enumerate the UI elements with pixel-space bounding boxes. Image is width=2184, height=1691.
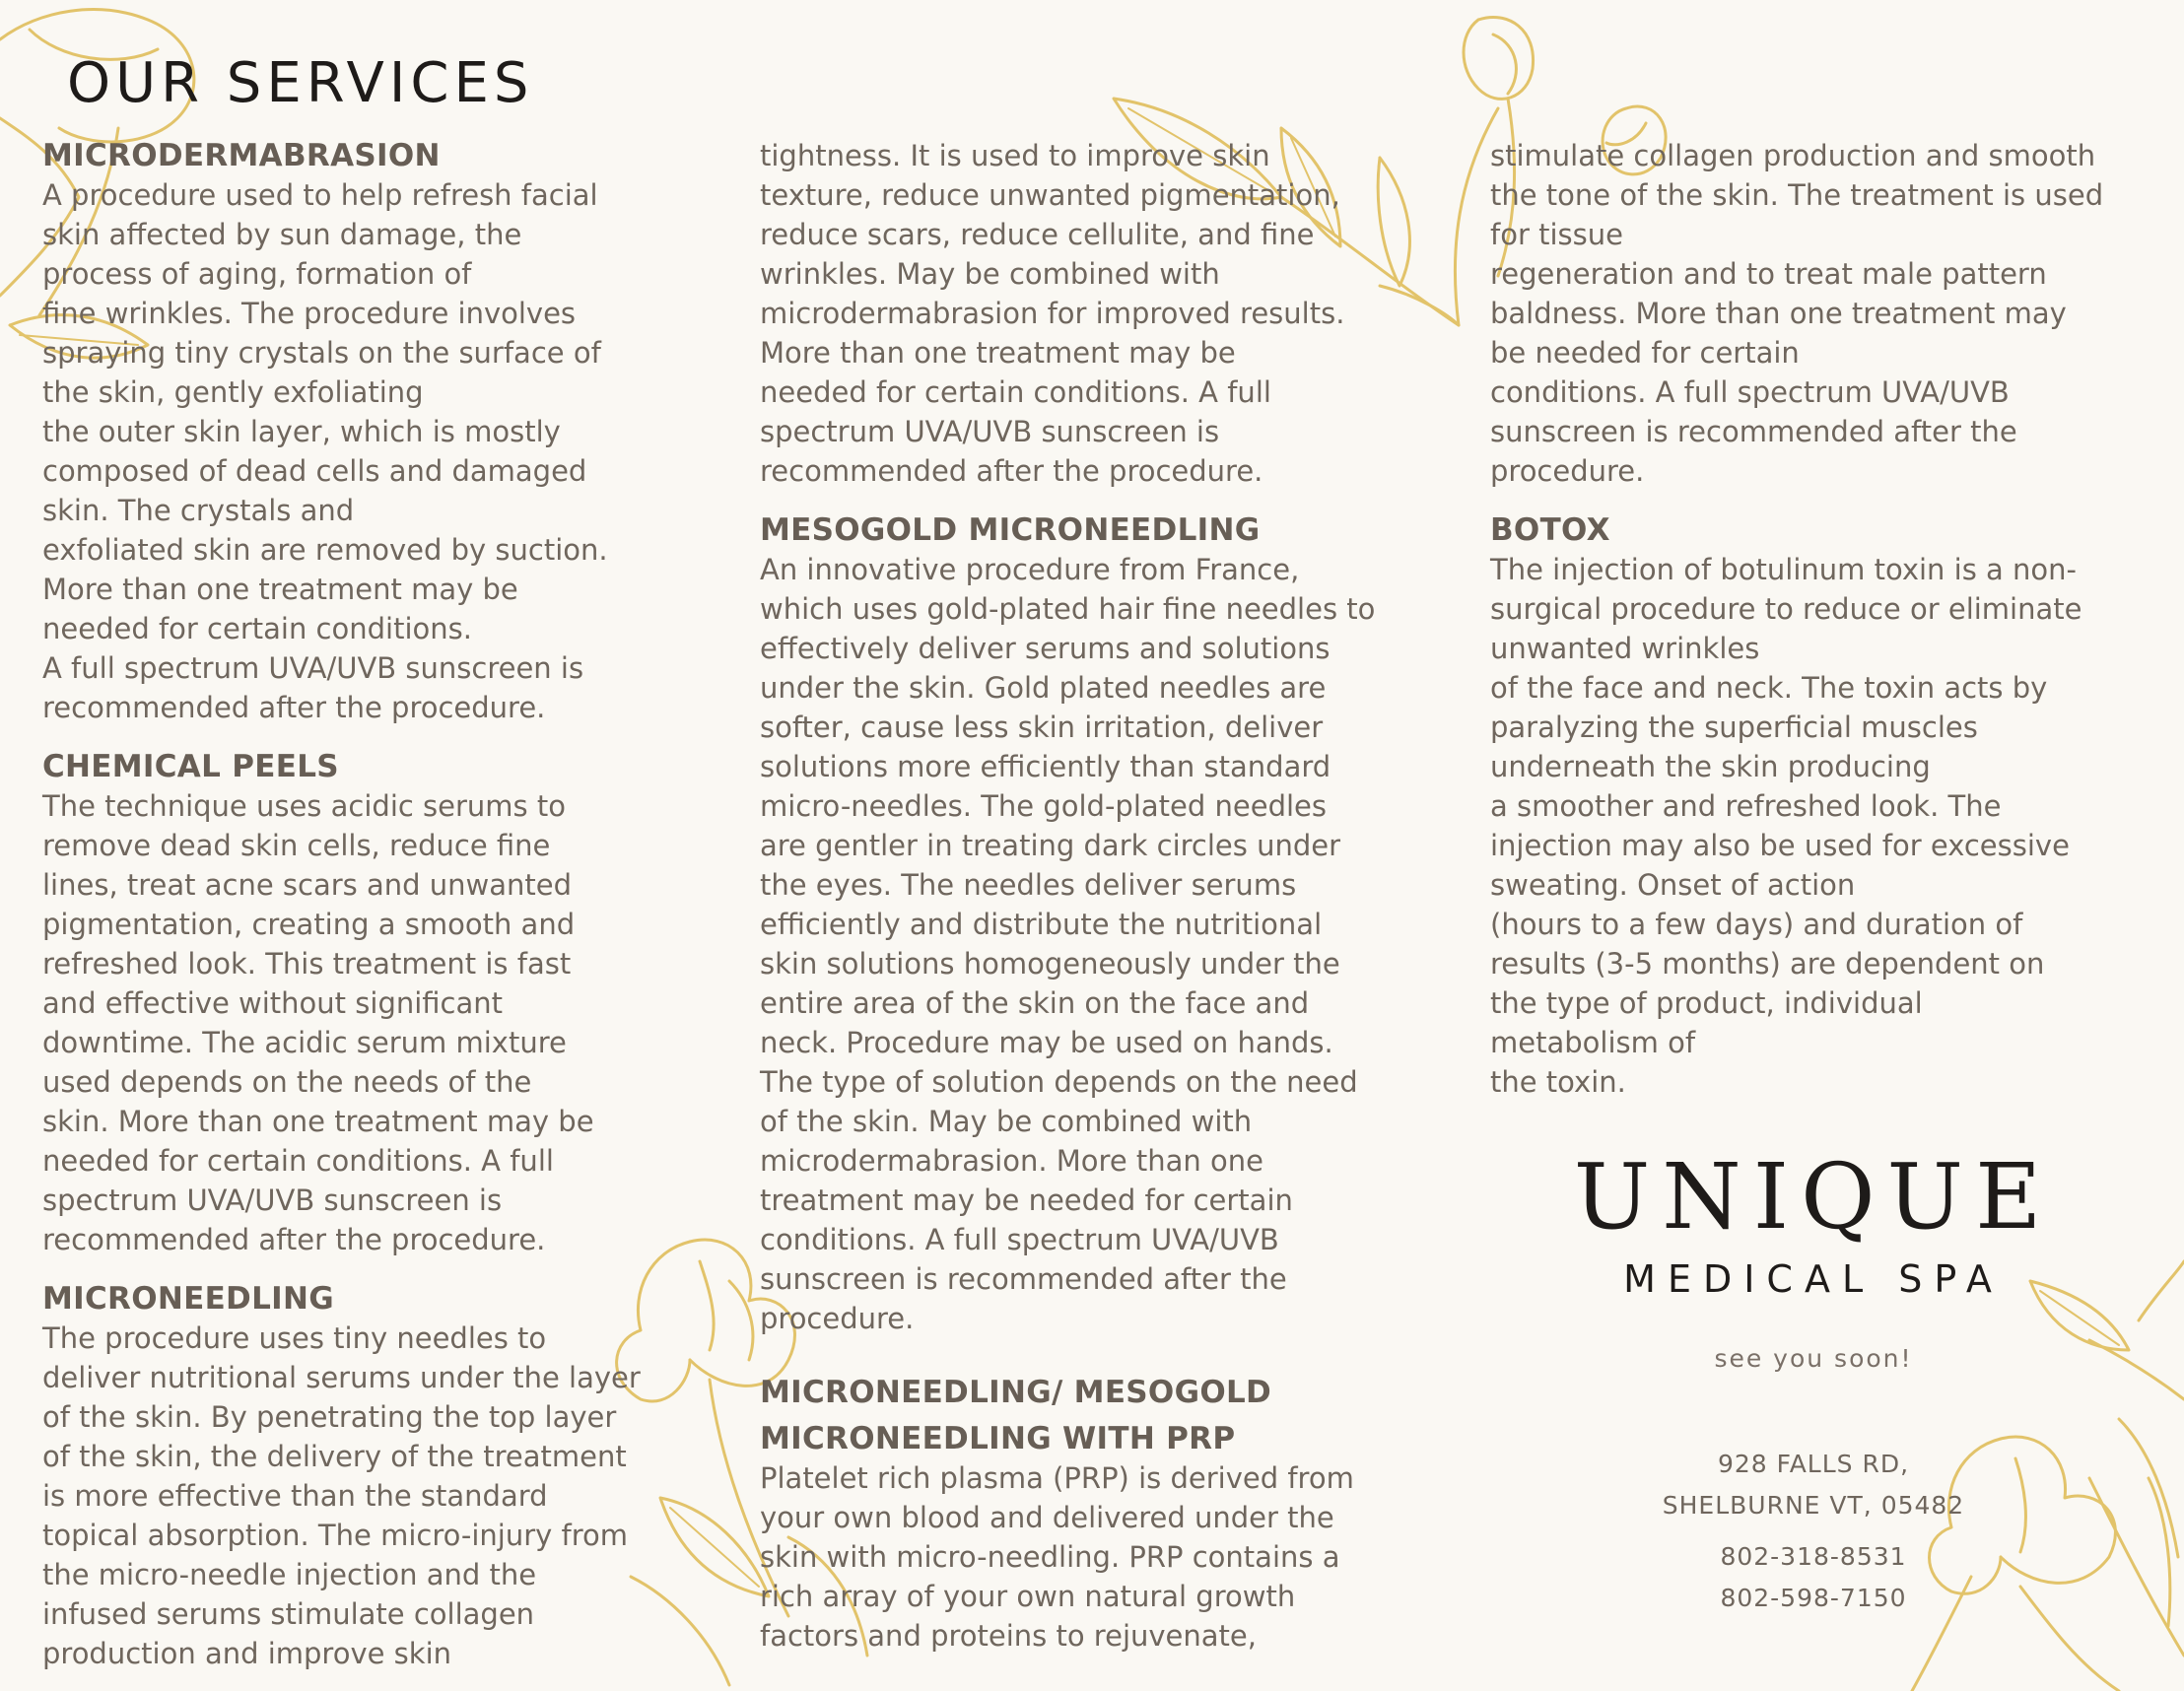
service-description: An innovative procedure from France, which uses gold-plated hair fine needles to effectively deliver serums and solutions under the skin. Gold plated needles are softer, cause less skin irritation, deliver solutions more efficiently than standard micro-needles. The gold-plated needles are gentler in treating dark circles under the eyes. The needles deliver serums efficiently and distribute the nutritional skin solutions homogeneously under the entire area of the skin on the face and neck. Procedure may be used on hands. The type of solution depends on the need of the skin. May be combined with microdermabrasion. More than one treatment may be needed for certain conditions. A full spectrum UVA/UVB sunscreen is recommended after the procedure. [760,553,1376,1335]
service-microneedling [42,1279,673,1673]
service-chemical-peels [42,747,673,1259]
service-description: A procedure used to help refresh facial skin affected by sun damage, the process of aging, formation of fine wrinkles. The procedure involves spraying tiny crystals on the surface of the skin, gently exfoliating the outer skin layer, which is mostly composed of dead cells and damaged skin. The crystals and exfoliated skin are removed by suction. More than one treatment may be needed for certain conditions. A full spectrum UVA/UVB sunscreen is recommended after the procedure. [42,178,608,724]
service-heading-line2: MICRONEEDLING WITH PRP [760,1421,1236,1456]
service-mesogold [760,510,1410,1338]
service-description: Platelet rich plasma (PRP) is derived from your own blood and delivered under the skin with micro-needling. PRP contains a rich array of your own natural growth factors and proteins to rejuvenate, [760,1461,1354,1653]
address-line-1: 928 FALLS RD, [1717,1450,1910,1478]
service-prp [760,1366,1410,1656]
service-botox [1490,510,2131,1102]
service-description-continued: stimulate collagen production and smooth the tone of the skin. The treatment is used for tissue regeneration and to treat male pattern baldness. More than one treatment may be needed for certain conditions. A full spectrum UVA/UVB sunscreen is recommended after the procedure. [1490,139,2104,488]
service-microdermabrasion [42,136,673,727]
phone-number-1: 802-318-8531 [1720,1542,1907,1571]
brand-tagline: see you soon! [1714,1344,1913,1373]
brand-subtitle: MEDICAL SPA [1623,1257,2004,1301]
service-description-continued: tightness. It is used to improve skin texture, reduce unwanted pigmentation, reduce scars, reduce cellulite, and fine wrinkles. May be combined with microdermabrasion for improved results. More than one treatment may be needed for certain conditions. A full spectrum UVA/UVB sunscreen is recommended after the procedure. [760,139,1345,488]
service-heading: MICRONEEDLING [42,1281,334,1317]
service-heading: CHEMICAL PEELS [42,749,339,784]
column-middle [760,136,1410,1656]
phone-number-2: 802-598-7150 [1720,1584,1907,1612]
page-title: OUR SERVICES [67,51,534,115]
brand-name: UNIQUE [1573,1144,2054,1250]
column-right [1490,136,2131,1102]
service-heading: MICRODERMABRASION [42,138,441,173]
service-heading: MESOGOLD MICRONEEDLING [760,512,1261,548]
address-line-2: SHELBURNE VT, 05482 [1662,1491,1965,1520]
column-left [42,136,673,1673]
service-description: The technique uses acidic serums to remove dead skin cells, reduce fine lines, treat acne scars and unwanted pigmentation, creating a smooth and refreshed look. This treatment is fast and effective without significant downtime. The acidic serum mixture used depends on the needs of the skin. More than one treatment may be needed for certain conditions. A full spectrum UVA/UVB sunscreen is recommended after the procedure. [42,789,594,1256]
service-heading: BOTOX [1490,512,1610,548]
service-heading: MICRONEEDLING/ MESOGOLD [760,1375,1272,1410]
service-description: The injection of botulinum toxin is a non- surgical procedure to reduce or eliminate unwanted wrinkles of the face and neck. The toxin acts by paralyzing the superficial muscles underneath the skin producing a smoother and refreshed look. The injection may also be used for excessive sweating. Onset of action (hours to a few days) and duration of results (3-5 months) are dependent on the type of product, individual metabolism of the toxin. [1490,553,2082,1099]
brand-block [1518,1143,2109,1619]
service-description: The procedure uses tiny needles to deliver nutritional serums under the layer of the skin. By penetrating the top layer of the skin, the delivery of the treatment is more effective than the standard topical absorption. The micro-injury from the micro-needle injection and the infused serums stimulate collagen production and improve skin [42,1321,641,1670]
